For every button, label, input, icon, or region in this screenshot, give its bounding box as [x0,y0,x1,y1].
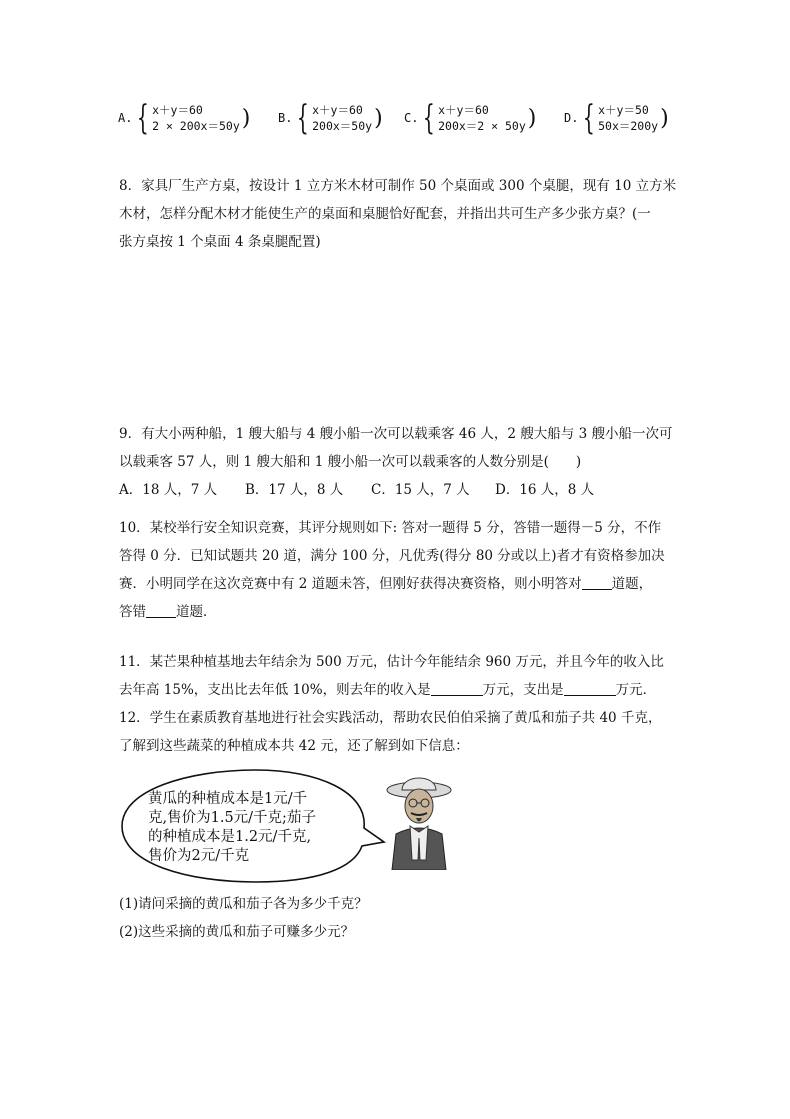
q10-line-4-tail: 道题． [176,604,217,620]
q10-line-3 [119,570,679,598]
q8-line-3: 张方桌按 1 个桌面 4 条桌腿配置) [119,234,321,250]
equation-1: x＋y＝50 [598,103,649,117]
question-8 [119,172,679,256]
answer-blank-expense[interactable] [564,681,616,696]
q11-line-2-tail: 万元． [615,682,657,698]
q9-line-2: 以载乘客 57 人，则 1 艘大船和 1 艘小船一次可以载乘客的人数分别是( ) [119,454,582,470]
q10-line-3-tail: 道题， [611,576,653,592]
equation-1: x＋y＝60 [438,103,489,117]
bubble-line-2: 克,售价为1.5元/千克;茄子 [148,810,316,826]
q10-line-3-text: 赛．小明同学在这次竞赛中有 2 道题未答，但刚好获得决赛资格，则小明答对 [119,576,582,592]
farmer-illustration [382,770,456,870]
option-letter: D. [564,111,579,125]
answer-blank-income[interactable] [431,681,483,696]
q11-line-2 [119,676,679,704]
equation-system [152,102,240,134]
left-brace: { [137,98,150,138]
equation-1: x＋y＝60 [152,103,203,117]
q10-line-2: 答得 0 分．已知试题共 20 道，满分 100 分，凡优秀(得分 80 分或以上)者才有资格参加决 [119,548,665,564]
closing-paren: ) [660,105,669,131]
left-brace: { [583,98,596,138]
left-brace: { [297,98,310,138]
closing-paren: ) [527,105,537,131]
answer-blank-wrong[interactable] [146,603,176,618]
equation-1: x＋y＝60 [312,103,363,117]
equation-system [438,102,526,134]
question-9 [119,420,679,504]
equation-2: 50x＝200y [598,119,659,133]
option-letter: C. [404,111,419,125]
q10-line-1: 10．某校举行安全知识竞赛，其评分规则如下: 答对一题得 5 分，答错一题得－5 分，不作 [119,520,662,536]
q9-line-1: 9．有大小两种船，1 艘大船与 4 艘小船一次可以载乘客 46 人，2 艘大船与 3 艘小船一次可 [119,426,673,442]
option-letter: B. [278,111,293,125]
option-letter: A. [118,111,133,125]
equation-2: 200x＝50y [312,119,373,133]
q11-line-1: 11．某芒果种植基地去年结余为 500 万元，估计今年能结余 960 万元，并且今年的收入比 [119,654,664,670]
equation-system [312,102,372,134]
q10-line-4-text: 答错 [119,604,146,620]
bubble-line-3: 的种植成本是1.2元/千克, [148,829,312,845]
closing-paren: ) [374,105,383,131]
equation-system [598,102,658,134]
q7-option-c [404,100,536,136]
q7-option-b [278,100,383,136]
q8-line-2: 木材，怎样分配木材才能使生产的桌面和桌腿恰好配套，并指出共可生产多少张方桌？(一 [119,206,651,222]
closing-paren: ) [241,105,251,131]
q11-line-2-mid: 万元，支出是 [482,682,564,698]
q10-line-4 [119,598,679,626]
q12-sub-1: (1)请问采摘的黄瓜和茄子各为多少千克？ [119,896,368,912]
q12-sub-2: (2)这些采摘的黄瓜和茄子可赚多少元？ [119,924,355,940]
q12-line-1: 12．学生在素质教育基地进行社会实践活动，帮助农民伯伯采摘了黄瓜和茄子共 40 千克， [119,710,662,726]
question-12 [119,704,679,760]
q12-line-2: 了解到这些蔬菜的种植成本共 42 元，还了解到如下信息： [119,738,469,754]
q9-options [119,476,679,504]
q7-option-a [118,100,250,136]
bubble-text [148,790,316,866]
q11-line-2-text: 去年高 15%，支出比去年低 10%，则去年的收入是 [119,682,431,698]
question-12-subparts [119,890,679,946]
question-10 [119,514,679,626]
left-brace: { [423,98,436,138]
q7-option-d [564,100,669,136]
answer-blank-correct[interactable] [582,575,612,590]
equation-2: 200x＝2 × 50y [438,119,526,133]
bubble-line-4: 售价为2元/千克 [148,848,250,864]
q9-option-b: B．17 人，8 人 [245,482,344,498]
q9-option-d: D．16 人，8 人 [495,482,595,498]
bubble-line-1: 黄瓜的种植成本是1元/千 [148,791,308,807]
q9-option-c: C．15 人，7 人 [371,482,470,498]
equation-2: 2 × 200x＝50y [152,119,240,133]
q8-line-1: 8．家具厂生产方桌，按设计 1 立方米木材可制作 50 个桌面或 300 个桌腿，现有 10 立方米 [119,178,677,194]
q9-option-a: A．18 人，7 人 [119,482,218,498]
question-11 [119,648,679,704]
